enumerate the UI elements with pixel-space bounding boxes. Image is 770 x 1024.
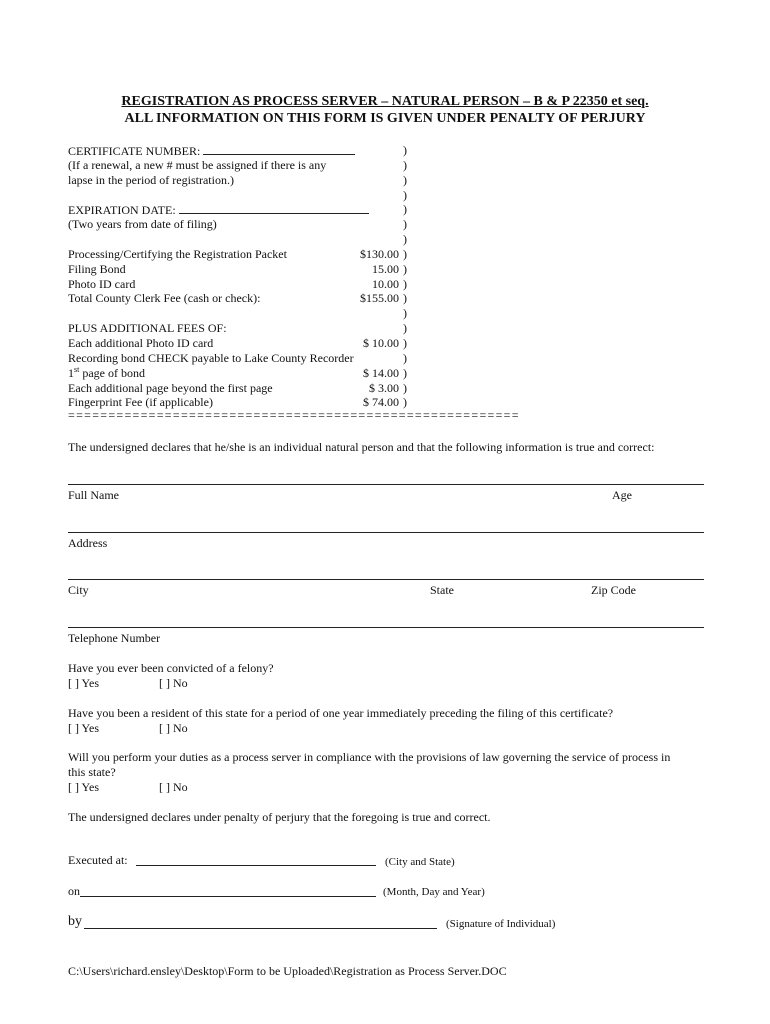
bracket: ) xyxy=(403,291,407,306)
fee-row-amount: $ 14.00 xyxy=(363,365,399,380)
fee-row xyxy=(68,247,413,262)
fee-row xyxy=(68,306,413,321)
fee-row xyxy=(68,173,413,188)
fee-block xyxy=(68,143,413,410)
certificate-number-row xyxy=(68,143,413,158)
fee-row-label: Total County Clerk Fee (cash or check): xyxy=(68,291,261,306)
bracket: ) xyxy=(403,365,407,380)
signature-field[interactable] xyxy=(84,917,437,929)
on-label: on xyxy=(68,884,80,898)
declaration-text: The undersigned declares that he/she is an individual natural person and that the following information is true and correct: xyxy=(68,440,655,454)
bracket: ) xyxy=(403,246,407,261)
fee-row-label: Each additional page beyond the first page xyxy=(68,380,273,395)
fee-row-amount: 15.00 xyxy=(372,261,399,276)
fee-row xyxy=(68,336,413,351)
city-state-zip-field[interactable] xyxy=(68,579,704,580)
full-name-label: Full Name xyxy=(68,488,119,502)
ordinal-number: 1 xyxy=(68,365,74,380)
bracket: ) xyxy=(403,143,407,157)
felony-no-checkbox[interactable]: [ ] No xyxy=(159,676,188,690)
date-field[interactable] xyxy=(80,885,376,897)
state-label: State xyxy=(430,583,454,597)
bracket: ) xyxy=(403,306,407,321)
fee-row-amount: $ 74.00 xyxy=(363,395,399,410)
fee-row xyxy=(68,232,413,247)
fee-row-amount: 10.00 xyxy=(372,276,399,291)
bracket: ) xyxy=(403,350,407,365)
fee-row xyxy=(68,262,413,277)
felony-yes-checkbox[interactable]: [ ] Yes xyxy=(68,676,100,690)
fee-row-label: (If a renewal, a new # must be assigned if there is any xyxy=(68,157,327,172)
form-subtitle: ALL INFORMATION ON THIS FORM IS GIVEN UNDER PENALTY OF PERJURY xyxy=(124,111,646,126)
fee-row xyxy=(68,351,413,366)
comply-question: Will you perform your duties as a process server in compliance with the provisions of law governing the service of process in xyxy=(68,750,671,764)
fee-row-amount: $ 3.00 xyxy=(369,380,399,395)
address-label: Address xyxy=(68,536,108,550)
telephone-field[interactable] xyxy=(68,627,704,628)
felony-question: Have you ever been convicted of a felony? xyxy=(68,661,274,675)
comply-no-checkbox[interactable]: [ ] No xyxy=(159,780,188,794)
full-name-field[interactable] xyxy=(68,484,704,485)
telephone-label: Telephone Number xyxy=(68,631,161,645)
expiration-date-row xyxy=(68,202,413,217)
fee-row-label xyxy=(68,366,145,381)
form-title: REGISTRATION AS PROCESS SERVER – NATURAL PERSON – B & P 22350 et seq. xyxy=(121,94,649,109)
comply-yes-checkbox[interactable]: [ ] Yes xyxy=(68,780,100,794)
bracket: ) xyxy=(403,187,407,202)
fee-row-label: Photo ID card xyxy=(68,276,136,291)
resident-no-checkbox[interactable]: [ ] No xyxy=(159,721,188,735)
bracket: ) xyxy=(403,157,407,172)
fee-row-amount: $155.00 xyxy=(360,291,399,306)
signature-hint: (Signature of Individual) xyxy=(446,918,556,930)
resident-yes-checkbox[interactable]: [ ] Yes xyxy=(68,721,100,735)
bracket: ) xyxy=(403,321,407,336)
fee-row-label: (Two years from date of filing) xyxy=(68,217,217,232)
footer-file-path: C:\Users\richard.ensley\Desktop\Form to be Uploaded\Registration as Process Server.DOC xyxy=(68,964,507,978)
fee-row xyxy=(68,217,413,232)
fee-row-label: Each additional Photo ID card xyxy=(68,335,214,350)
age-label: Age xyxy=(612,488,632,502)
bracket: ) xyxy=(403,172,407,187)
fee-row-label-text: page of bond xyxy=(82,365,145,380)
fee-row xyxy=(68,277,413,292)
bracket: ) xyxy=(403,232,407,247)
fee-row-label: Filing Bond xyxy=(68,261,126,276)
fee-row-amount: $130.00 xyxy=(360,246,399,261)
resident-question: Have you been a resident of this state for a period of one year immediately preceding the filing of this certificate? xyxy=(68,706,614,720)
bracket: ) xyxy=(403,276,407,291)
bracket: ) xyxy=(403,395,407,410)
certificate-number-field[interactable] xyxy=(203,143,355,155)
date-hint: (Month, Day and Year) xyxy=(383,886,485,898)
executed-at-hint: (City and State) xyxy=(385,856,455,868)
fee-row xyxy=(68,366,413,381)
bracket: ) xyxy=(403,261,407,276)
expiration-date-field[interactable] xyxy=(179,202,369,214)
zip-code-label: Zip Code xyxy=(591,583,636,597)
bracket: ) xyxy=(403,202,407,217)
fee-row xyxy=(68,291,413,306)
bracket: ) xyxy=(403,335,407,350)
fee-row xyxy=(68,188,413,203)
fee-row-amount: $ 10.00 xyxy=(363,335,399,350)
ordinal-suffix: st xyxy=(74,364,80,374)
comply-question-continued: this state? xyxy=(68,765,116,779)
fee-row-label: Recording bond CHECK payable to Lake County Recorder xyxy=(68,350,354,365)
executed-at-label: Executed at: xyxy=(68,853,128,867)
fee-row xyxy=(68,158,413,173)
fee-row-label: PLUS ADDITIONAL FEES OF: xyxy=(68,321,227,336)
bracket: ) xyxy=(403,380,407,395)
address-field[interactable] xyxy=(68,532,704,533)
certificate-number-label: CERTIFICATE NUMBER: xyxy=(68,144,201,158)
fee-row-label: lapse in the period of registration.) xyxy=(68,172,234,187)
expiration-date-label: EXPIRATION DATE: xyxy=(68,203,176,218)
executed-at-field[interactable] xyxy=(136,854,376,866)
perjury-statement: The undersigned declares under penalty of perjury that the foregoing is true and correct. xyxy=(68,810,491,824)
fee-row-label: Processing/Certifying the Registration Packet xyxy=(68,246,287,261)
bracket: ) xyxy=(403,217,407,232)
by-label: by xyxy=(68,914,82,929)
fee-row-label: Fingerprint Fee (if applicable) xyxy=(68,395,213,410)
separator-line: ======================================================== xyxy=(68,408,520,422)
city-label: City xyxy=(68,583,89,597)
fee-row xyxy=(68,381,413,396)
fee-row xyxy=(68,321,413,336)
